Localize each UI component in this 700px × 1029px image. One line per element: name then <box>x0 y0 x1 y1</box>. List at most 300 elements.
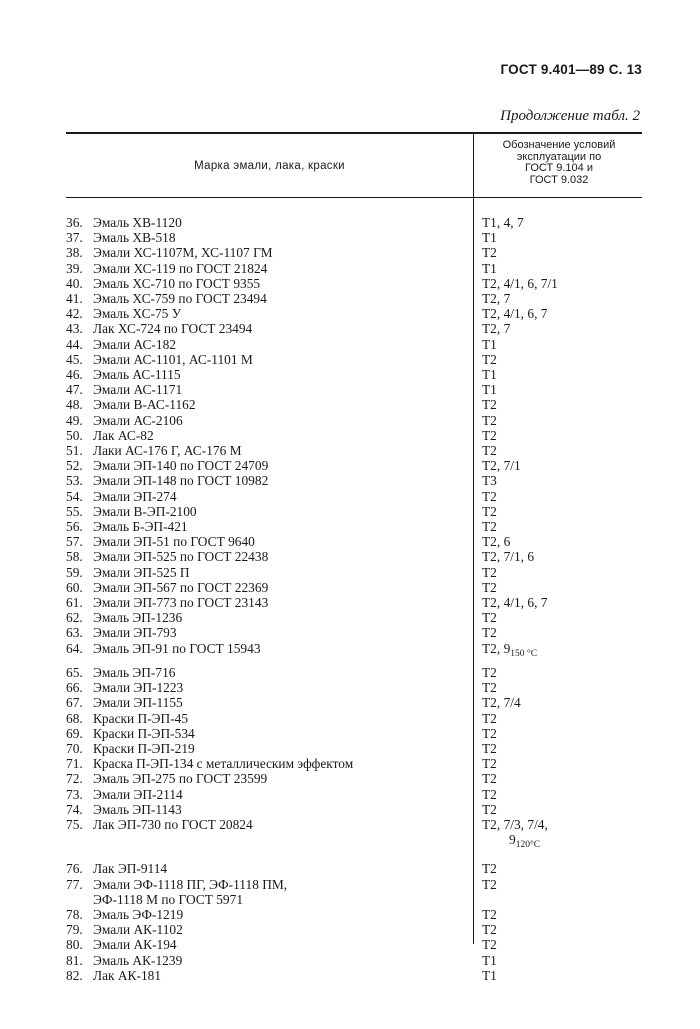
table-row <box>66 276 642 291</box>
conditions-value: Т2, 7/4 <box>482 695 521 711</box>
material-name: Эмали ХС-1107М, ХС-1107 ГМ <box>93 245 273 261</box>
material-cell <box>66 276 473 291</box>
material-cell <box>66 922 473 937</box>
material-cell <box>66 215 473 230</box>
table-row <box>66 610 642 625</box>
table-row <box>66 625 642 640</box>
conditions-cell <box>473 291 510 306</box>
row-number: 48. <box>66 397 83 413</box>
table-row <box>66 595 642 610</box>
material-name: Краски П-ЭП-534 <box>93 725 195 741</box>
table-row <box>66 802 642 817</box>
table-body <box>66 215 642 983</box>
conditions-cell <box>500 832 540 853</box>
material-name: Эмаль ЭП-275 по ГОСТ 23599 <box>93 771 268 787</box>
row-number: 55. <box>66 503 83 519</box>
material-cell <box>66 741 473 756</box>
material-name: Краска П-ЭП-134 с металлическим эффектом <box>93 756 354 772</box>
row-number: 71. <box>66 756 83 772</box>
conditions-value: Т1 <box>482 952 497 968</box>
material-cell <box>66 907 473 922</box>
conditions-value: Т2 <box>482 771 497 787</box>
table-row <box>66 877 642 892</box>
table-row <box>66 337 642 352</box>
conditions-cell <box>473 321 510 336</box>
material-name: Эмали ЭП-793 <box>93 625 177 641</box>
conditions-value: Т2 <box>482 786 497 802</box>
material-cell <box>66 245 473 260</box>
material-cell <box>66 832 500 853</box>
material-cell <box>66 382 473 397</box>
table-row <box>66 953 642 968</box>
material-name: Эмали ЭП-1223 <box>93 680 184 696</box>
conditions-cell <box>473 413 497 428</box>
conditions-value: Т2 <box>482 922 497 938</box>
row-number: 56. <box>66 519 83 535</box>
material-cell <box>66 756 473 771</box>
table-row <box>66 641 642 662</box>
material-name: Лак АС-82 <box>93 427 154 443</box>
material-name: Эмали ЭП-525 по ГОСТ 22438 <box>93 549 269 565</box>
conditions-cell <box>473 337 497 352</box>
row-number: 77. <box>66 876 83 892</box>
conditions-cell <box>473 215 524 230</box>
conditions-cell <box>473 306 547 321</box>
material-name: Эмали АС-1171 <box>93 382 183 398</box>
row-number: 65. <box>66 664 83 680</box>
conditions-value: Т2, 7 <box>482 291 511 307</box>
table-row <box>66 907 642 922</box>
row-number: 61. <box>66 595 83 611</box>
conditions-cell <box>473 504 497 519</box>
conditions-cell <box>473 771 497 786</box>
row-number: 41. <box>66 291 83 307</box>
row-number: 78. <box>66 906 83 922</box>
conditions-value: Т2, 6 <box>482 534 511 550</box>
material-cell <box>66 892 500 907</box>
table-row <box>66 817 642 832</box>
row-number: 69. <box>66 725 83 741</box>
table-row <box>66 580 642 595</box>
conditions-cell <box>473 352 497 367</box>
material-name: Эмали АС-182 <box>93 336 176 352</box>
material-name: Эмали В-АС-1162 <box>93 397 196 413</box>
table-row <box>66 261 642 276</box>
row-number: 54. <box>66 488 83 504</box>
column-header-conditions-line: эксплуатации по <box>516 150 602 163</box>
material-cell <box>66 443 473 458</box>
row-number: 76. <box>66 861 83 877</box>
conditions-value: Т2 <box>482 245 497 261</box>
conditions-cell <box>473 817 548 832</box>
row-number: 40. <box>66 275 83 291</box>
table-row <box>66 741 642 756</box>
material-cell <box>66 861 473 876</box>
material-name: Эмали ЭФ-1118 ПГ, ЭФ-1118 ПМ, <box>93 876 288 892</box>
row-number: 70. <box>66 740 83 756</box>
material-cell <box>66 549 473 564</box>
conditions-cell <box>473 877 497 892</box>
conditions-cell <box>473 695 521 710</box>
table-row <box>66 968 642 983</box>
table-row <box>66 549 642 564</box>
conditions-value: Т2 <box>482 740 497 756</box>
conditions-cell <box>473 861 497 876</box>
page-reference: ГОСТ 9.401—89 С. 13 <box>500 62 642 77</box>
material-name: Эмали АК-194 <box>93 937 177 953</box>
table-row <box>66 680 642 695</box>
row-number: 79. <box>66 922 83 938</box>
row-number: 50. <box>66 427 83 443</box>
conditions-value: Т2 <box>482 801 497 817</box>
conditions-value: Т2 <box>482 579 497 595</box>
material-cell <box>66 953 473 968</box>
conditions-cell <box>473 549 534 564</box>
row-number: 60. <box>66 579 83 595</box>
conditions-cell <box>473 937 497 952</box>
material-cell <box>66 504 473 519</box>
row-number: 68. <box>66 710 83 726</box>
table-row <box>66 413 642 428</box>
conditions-cell <box>473 397 497 412</box>
material-cell <box>66 261 473 276</box>
material-cell <box>66 534 473 549</box>
conditions-value: Т2 <box>482 397 497 413</box>
conditions-cell <box>473 519 497 534</box>
material-cell <box>66 787 473 802</box>
table-row <box>66 504 642 519</box>
material-name: Эмали ЭП-1155 <box>93 695 183 711</box>
table-continuation-caption: Продолжение табл. 2 <box>500 108 640 124</box>
conditions-value: Т2 <box>482 610 497 626</box>
material-name: Лак ЭП-730 по ГОСТ 20824 <box>93 816 253 832</box>
material-name: Эмаль ХС-759 по ГОСТ 23494 <box>93 291 267 307</box>
row-number: 44. <box>66 336 83 352</box>
conditions-cell <box>473 534 510 549</box>
conditions-value: Т2, 4/1, 6, 7 <box>482 595 548 611</box>
material-name: Эмали АК-1102 <box>93 922 183 938</box>
material-cell <box>66 937 473 952</box>
conditions-cell <box>473 680 497 695</box>
material-cell <box>66 397 473 412</box>
conditions-cell <box>473 473 497 488</box>
conditions-cell <box>473 641 537 662</box>
conditions-value: Т1 <box>482 336 497 352</box>
material-name: Эмаль ЭП-1143 <box>93 801 182 817</box>
material-name: Эмали ЭП-51 по ГОСТ 9640 <box>93 534 255 550</box>
row-number: 74. <box>66 801 83 817</box>
material-name: Эмаль ХВ-518 <box>93 230 176 246</box>
row-number: 36. <box>66 215 83 230</box>
material-cell <box>66 306 473 321</box>
row-number: 66. <box>66 680 83 696</box>
conditions-value: Т2 <box>482 725 497 741</box>
conditions-cell <box>473 595 547 610</box>
table-row <box>66 519 642 534</box>
material-name: Эмали АС-1101, АС-1101 М <box>93 351 253 367</box>
conditions-cell <box>473 489 497 504</box>
row-number: 52. <box>66 458 83 474</box>
column-header-conditions-line: Обозначение условий <box>502 139 616 151</box>
row-number: 75. <box>66 816 83 832</box>
table-row <box>66 245 642 260</box>
conditions-cell <box>473 382 497 397</box>
material-cell <box>66 771 473 786</box>
row-number: 47. <box>66 382 83 398</box>
row-number: 73. <box>66 786 83 802</box>
material-cell <box>66 473 473 488</box>
conditions-value: Т2 <box>482 564 497 580</box>
table-row <box>66 473 642 488</box>
table-top-rule <box>66 132 642 134</box>
table-row <box>66 306 642 321</box>
table-row <box>66 726 642 741</box>
table-row <box>66 443 642 458</box>
conditions-cell <box>473 953 497 968</box>
column-header-conditions <box>476 140 642 186</box>
table-row <box>66 352 642 367</box>
conditions-cell <box>473 802 497 817</box>
table-row <box>66 695 642 710</box>
conditions-cell <box>473 741 497 756</box>
conditions-value: Т1 <box>482 967 497 983</box>
table-row <box>66 230 642 245</box>
table-row <box>66 665 642 680</box>
material-cell <box>66 458 473 473</box>
row-number: 37. <box>66 230 83 246</box>
material-cell <box>66 413 473 428</box>
material-cell <box>66 711 473 726</box>
material-name-continuation: ЭФ-1118 М по ГОСТ 5971 <box>93 891 244 907</box>
conditions-cell <box>473 922 497 937</box>
header-bottom-rule <box>66 197 642 198</box>
conditions-cell <box>473 610 497 625</box>
column-header-conditions-line: ГОСТ 9.032 <box>529 173 589 186</box>
conditions-cell <box>473 787 497 802</box>
table-row <box>66 937 642 952</box>
table-row-continuation <box>66 832 642 853</box>
material-name: Краски П-ЭП-219 <box>93 740 195 756</box>
material-name: Эмали ЭП-773 по ГОСТ 23143 <box>93 595 269 611</box>
conditions-value: Т2 <box>482 937 497 953</box>
column-header-conditions-line: ГОСТ 9.104 и <box>525 162 593 175</box>
conditions-subscript: 150 °С <box>510 648 538 659</box>
conditions-cell <box>473 625 497 640</box>
conditions-value: Т2, 4/1, 6, 7 <box>482 306 548 322</box>
material-cell <box>66 680 473 695</box>
table-row <box>66 291 642 306</box>
conditions-value-continuation: 9 <box>509 832 516 848</box>
material-cell <box>66 968 473 983</box>
material-name: Эмали ЭП-148 по ГОСТ 10982 <box>93 473 269 489</box>
table-row <box>66 565 642 580</box>
material-name: Лак АК-181 <box>93 967 162 983</box>
conditions-value: Т2 <box>482 443 497 459</box>
conditions-value: Т1 <box>482 367 497 383</box>
material-cell <box>66 428 473 443</box>
table-row-continuation <box>66 892 642 907</box>
row-number: 49. <box>66 412 83 428</box>
table-row <box>66 215 642 230</box>
conditions-value: Т1 <box>482 230 497 246</box>
conditions-value: Т2 <box>482 756 497 772</box>
table-row <box>66 458 642 473</box>
conditions-cell <box>473 756 497 771</box>
material-name: Эмали ЭП-567 по ГОСТ 22369 <box>93 579 269 595</box>
row-number: 80. <box>66 937 83 953</box>
conditions-value: Т2, 7 <box>482 321 511 337</box>
material-name: Эмаль ЭФ-1219 <box>93 906 184 922</box>
material-cell <box>66 321 473 336</box>
material-name: Эмаль ЭП-1236 <box>93 610 183 626</box>
table-row <box>66 397 642 412</box>
material-cell <box>66 519 473 534</box>
material-name: Эмаль ЭП-716 <box>93 664 176 680</box>
material-name: Эмаль ХВ-1120 <box>93 215 182 230</box>
material-cell <box>66 641 473 662</box>
material-cell <box>66 580 473 595</box>
material-cell <box>66 337 473 352</box>
material-cell <box>66 625 473 640</box>
conditions-value: Т2 <box>482 427 497 443</box>
conditions-cell <box>473 230 497 245</box>
row-number: 46. <box>66 367 83 383</box>
material-cell <box>66 489 473 504</box>
material-name: Эмали ЭП-140 по ГОСТ 24709 <box>93 458 269 474</box>
material-name: Эмаль Б-ЭП-421 <box>93 519 188 535</box>
conditions-value: Т2 <box>482 351 497 367</box>
material-name: Эмаль АК-1239 <box>93 952 183 968</box>
table-row <box>66 534 642 549</box>
row-number: 81. <box>66 952 83 968</box>
conditions-cell <box>473 968 497 983</box>
conditions-cell <box>473 458 521 473</box>
row-number: 51. <box>66 443 83 459</box>
table-row <box>66 489 642 504</box>
conditions-value: Т2 <box>482 710 497 726</box>
material-name: Эмаль ЭП-91 по ГОСТ 15943 <box>93 640 261 656</box>
material-cell <box>66 610 473 625</box>
row-number: 58. <box>66 549 83 565</box>
material-name: Эмаль ХС-75 У <box>93 306 182 322</box>
material-cell <box>66 352 473 367</box>
material-cell <box>66 802 473 817</box>
conditions-value: Т2 <box>482 519 497 535</box>
conditions-value: Т2 <box>482 861 497 877</box>
material-cell <box>66 565 473 580</box>
conditions-cell <box>473 276 558 291</box>
conditions-cell <box>473 580 497 595</box>
table-row <box>66 321 642 336</box>
conditions-value: Т2, 7/1, 6 <box>482 549 535 565</box>
conditions-cell <box>500 892 509 907</box>
table-row <box>66 382 642 397</box>
conditions-cell <box>473 443 497 458</box>
table-row <box>66 922 642 937</box>
row-number: 39. <box>66 260 83 276</box>
row-number: 57. <box>66 534 83 550</box>
material-name: Эмали ХС-119 по ГОСТ 21824 <box>93 260 268 276</box>
material-cell <box>66 291 473 306</box>
conditions-value: Т2 <box>482 876 497 892</box>
row-number: 67. <box>66 695 83 711</box>
material-cell <box>66 367 473 382</box>
material-name: Эмали ЭП-2114 <box>93 786 183 802</box>
material-cell <box>66 595 473 610</box>
row-number: 42. <box>66 306 83 322</box>
table-row <box>66 711 642 726</box>
material-name: Эмали В-ЭП-2100 <box>93 503 197 519</box>
conditions-value: Т1, 4, 7 <box>482 215 524 230</box>
table-row <box>66 771 642 786</box>
conditions-value: Т2, 9 <box>482 640 511 656</box>
material-name: Эмали ЭП-274 <box>93 488 177 504</box>
row-number: 72. <box>66 771 83 787</box>
material-name: Эмаль АС-1115 <box>93 367 181 383</box>
conditions-value: Т3 <box>482 473 497 489</box>
table-row <box>66 787 642 802</box>
conditions-value: Т2 <box>482 680 497 696</box>
table-row <box>66 367 642 382</box>
conditions-cell <box>473 726 497 741</box>
row-number: 43. <box>66 321 83 337</box>
material-cell <box>66 695 473 710</box>
row-number: 38. <box>66 245 83 261</box>
material-cell <box>66 817 473 832</box>
conditions-value: Т2 <box>482 664 497 680</box>
material-cell <box>66 726 473 741</box>
table-row <box>66 861 642 876</box>
conditions-cell <box>473 565 497 580</box>
conditions-value: Т2 <box>482 906 497 922</box>
column-header-material: Марка эмали, лака, краски <box>194 160 345 172</box>
conditions-cell <box>473 245 497 260</box>
conditions-value: Т1 <box>482 260 497 276</box>
row-number: 64. <box>66 640 83 656</box>
material-cell <box>66 230 473 245</box>
conditions-value: Т2 <box>482 625 497 641</box>
material-cell <box>66 877 473 892</box>
material-cell <box>66 665 473 680</box>
material-name: Краски П-ЭП-45 <box>93 710 189 726</box>
row-number: 45. <box>66 351 83 367</box>
conditions-value: Т2 <box>482 412 497 428</box>
material-name: Эмали АС-2106 <box>93 412 183 428</box>
material-name: Эмали ЭП-525 П <box>93 564 190 580</box>
conditions-cell <box>473 711 497 726</box>
conditions-value: Т1 <box>482 382 497 398</box>
conditions-cell <box>473 665 497 680</box>
conditions-subscript: 120°С <box>515 840 541 851</box>
row-number: 62. <box>66 610 83 626</box>
conditions-value: Т2, 4/1, 6, 7/1 <box>482 275 558 291</box>
row-number: 59. <box>66 564 83 580</box>
row-number: 53. <box>66 473 83 489</box>
conditions-cell <box>473 907 497 922</box>
material-name: Лак ХС-724 по ГОСТ 23494 <box>93 321 253 337</box>
material-name: Эмаль ХС-710 по ГОСТ 9355 <box>93 275 261 291</box>
conditions-value: Т2 <box>482 488 497 504</box>
conditions-cell <box>473 428 497 443</box>
conditions-value: Т2, 7/3, 7/4, <box>482 816 548 832</box>
row-number: 82. <box>66 967 83 983</box>
conditions-value: Т2, 7/1 <box>482 458 521 474</box>
material-name: Лаки АС-176 Г, АС-176 М <box>93 443 242 459</box>
row-number: 63. <box>66 625 83 641</box>
conditions-value: Т2 <box>482 503 497 519</box>
table-row <box>66 428 642 443</box>
material-name: Лак ЭП-9114 <box>93 861 168 877</box>
